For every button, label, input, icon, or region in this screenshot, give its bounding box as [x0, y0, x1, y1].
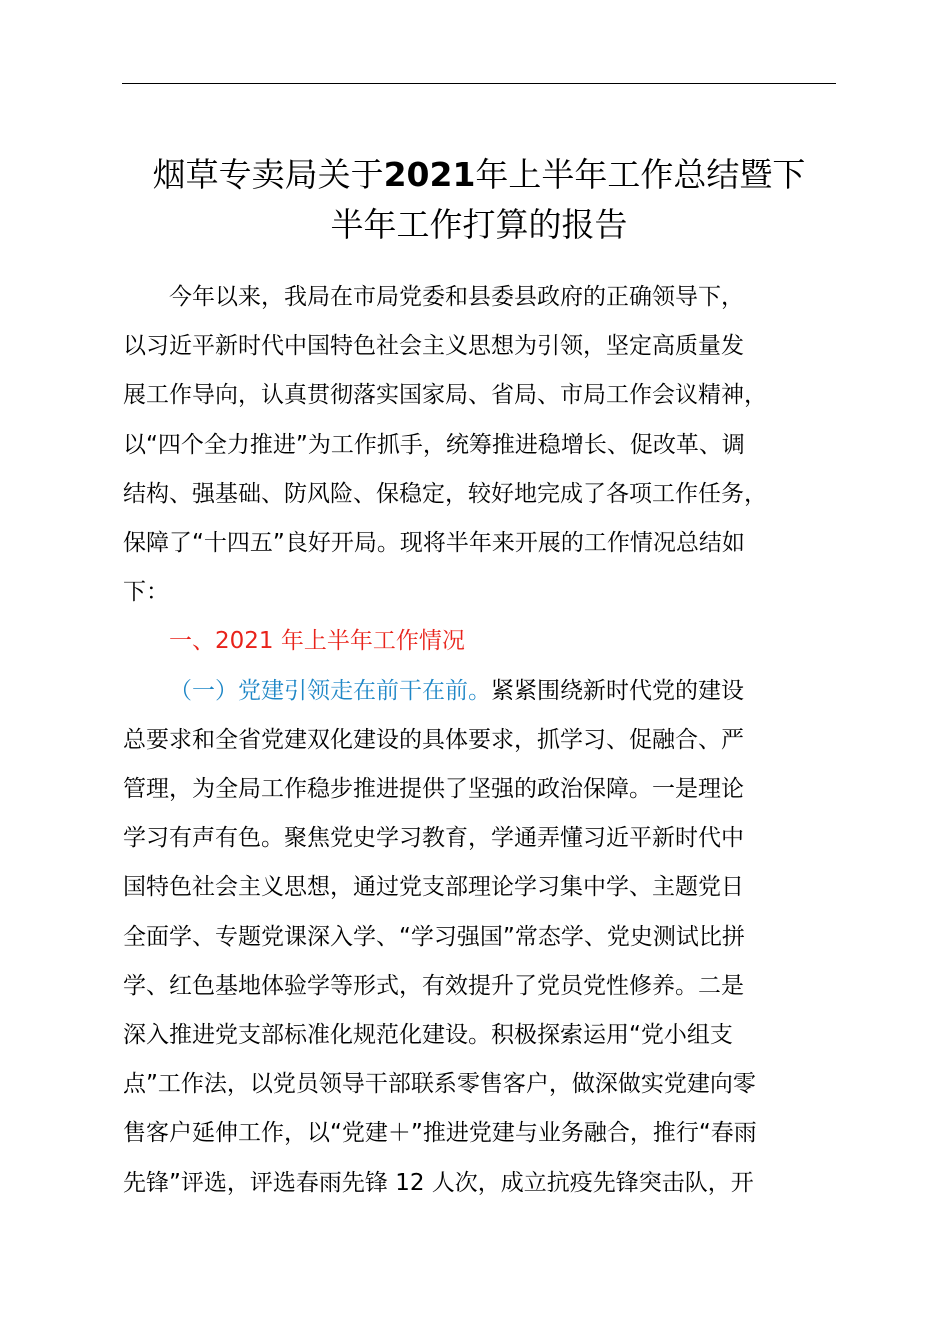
subsection-heading: （一）党建引领走在前干在前。 — [169, 677, 491, 704]
text-line: 管理，为全局工作稳步推进提供了坚强的政治保障。一是理论 — [123, 776, 744, 803]
text-line: 总要求和全省党建双化建设的具体要求，抓学习、促融合、严 — [123, 726, 744, 753]
subsection-paragraph — [123, 667, 835, 1208]
title-line-2: 半年工作打算的报告 — [330, 205, 628, 244]
document-body — [123, 273, 835, 1208]
section-heading: 一、2021 年上半年工作情况 — [169, 628, 465, 655]
text-line: 先锋”评选，评选春雨先锋 12 人次，成立抗疫先锋突击队，开 — [123, 1169, 754, 1196]
text-line: 以“四个全力推进”为工作抓手，统筹推进稳增长、促改革、调 — [123, 431, 745, 458]
text-line: 今年以来，我局在市局党委和县委县政府的正确领导下， — [169, 284, 744, 310]
text-line: 国特色社会主义思想，通过党支部理论学习集中学、主题党日 — [123, 874, 744, 901]
text-line: 以习近平新时代中国特色社会主义思想为引领，坚定高质量发 — [123, 333, 744, 360]
text-line: 深入推进党支部标准化规范化建设。积极探索运用“党小组支 — [123, 1022, 733, 1049]
text-line: 售客户延伸工作，以“党建＋”推进党建与业务融合，推行“春雨 — [123, 1120, 757, 1147]
text-line: 全面学、专题党课深入学、“学习强国”常态学、党史测试比拼 — [123, 923, 745, 950]
document-title — [100, 150, 858, 250]
text-line: 展工作导向，认真贯彻落实国家局、省局、市局工作会议精神， — [123, 382, 767, 409]
text-line: 学、红色基地体验学等形式，有效提升了党员党性修养。二是 — [123, 972, 744, 999]
title-line-1: 烟草专卖局关于2021年上半年工作总结暨下 — [152, 155, 806, 194]
text-line: 结构、强基础、防风险、保稳定，较好地完成了各项工作任务， — [123, 480, 767, 507]
text-line: （一）党建引领走在前干在前。紧紧围绕新时代党的建设 — [169, 677, 744, 704]
text-line: 点”工作法，以党员领导干部联系零售客户，做深做实党建向零 — [123, 1071, 756, 1098]
text-line: 下： — [123, 579, 169, 606]
text-line: 学习有声有色。聚焦党史学习教育，学通弄懂习近平新时代中 — [123, 825, 744, 852]
intro-paragraph — [123, 273, 835, 617]
text-line: 保障了“十四五”良好开局。现将半年来开展的工作情况总结如 — [123, 530, 745, 557]
title-year: 2021 — [383, 155, 476, 194]
header-rule — [122, 83, 836, 84]
